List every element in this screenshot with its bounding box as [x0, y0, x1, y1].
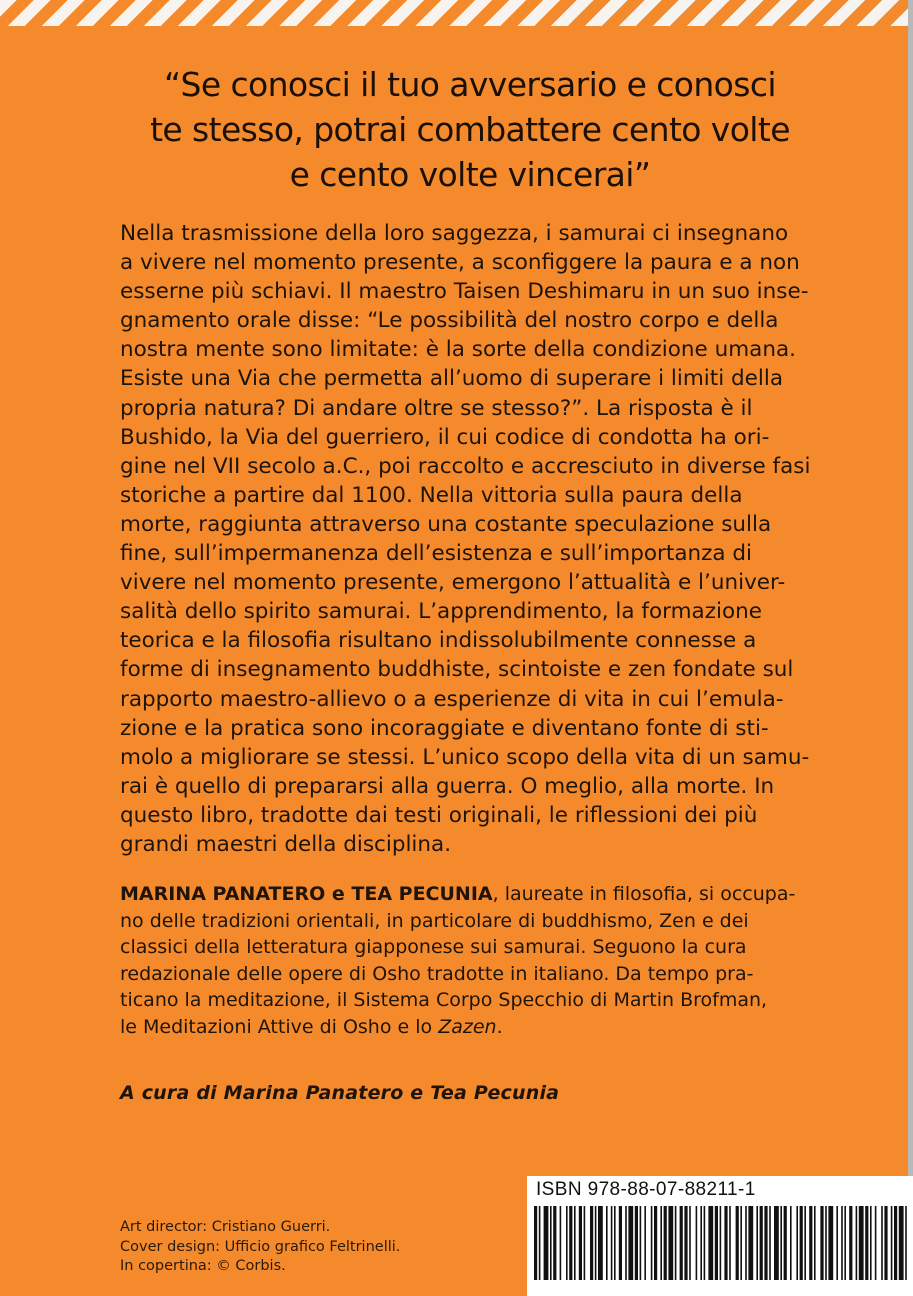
credit-line: Cover design: Ufficio grafico Feltrinelli.	[120, 1238, 401, 1255]
description-line: Esiste una Via che permetta all’uomo di superare i limiti della	[120, 366, 783, 392]
top-stripe-band	[0, 0, 913, 26]
bio-line: classici della letteratura giapponese sui samurai. Seguono la cura	[120, 936, 747, 959]
credit-line: Art director: Cristiano Guerri.	[120, 1219, 331, 1235]
description-line: a vivere nel momento presente, a sconfiggere la paura e a non	[120, 250, 800, 276]
authors-names: MARINA PANATERO e TEA PECUNIA	[120, 883, 493, 905]
bio-last-line-end: .	[496, 1015, 503, 1038]
bio-line: no delle tradizioni orientali, in particolare di buddhismo, Zen e dei	[120, 909, 749, 932]
description-line: rai è quello di prepararsi alla guerra. O meglio, alla morte. In	[120, 773, 775, 799]
credit-line: In copertina: © Corbis.	[120, 1258, 286, 1274]
description-line: gine nel VII secolo a.C., poi raccolto e accresciuto in diverse fasi	[120, 453, 811, 479]
description-line: salità dello spirito samurai. L’apprendimento, la formazione	[120, 599, 762, 625]
book-description	[120, 219, 820, 859]
description-line: morte, raggiunta attraverso una costante speculazione sulla	[120, 511, 772, 537]
authors-bio	[120, 881, 820, 1041]
description-line: storiche a partire dal 1100. Nella vittoria sulla paura della	[120, 482, 743, 508]
description-line: teorica e la filosofia risultano indissolubilmente connesse a	[120, 628, 757, 654]
bio-last-line-start: le Meditazioni Attive di Osho e lo	[120, 1015, 439, 1038]
description-line: vivere nel momento presente, emergono l’attualità e l’univer-	[120, 570, 786, 596]
description-line: zione e la pratica sono incoraggiate e diventano fonte di sti-	[120, 715, 769, 741]
description-line: forme di insegnamento buddhiste, scintoiste e zen fondate sul	[120, 657, 794, 683]
bio-first-line-rest: , laureate in filosofia, si occupa-	[492, 883, 796, 905]
bio-line: ticano la meditazione, il Sistema Corpo Specchio di Martin Brofman,	[120, 989, 768, 1012]
credits-block	[120, 1218, 400, 1277]
bio-line	[120, 1014, 820, 1041]
description-line: propria natura? Di andare oltre se stesso?”. La risposta è il	[120, 395, 753, 421]
quote-line: e cento volte vincerai”	[289, 155, 651, 194]
isbn-label: ISBN 978-88-07-88211-1	[536, 1179, 756, 1200]
quote-line: “Se conosci il tuo avversario e conosci	[164, 65, 776, 104]
description-line: esserne più schiavi. Il maestro Taisen Deshimaru in un suo inse-	[120, 279, 809, 305]
quote-line: te stesso, potrai combattere cento volte	[150, 110, 790, 149]
page-edge	[908, 0, 913, 1280]
description-line: grandi maestri della disciplina.	[120, 831, 452, 857]
description-line: gnamento orale disse: “Le possibilità del nostro corpo e della	[120, 308, 779, 334]
description-line: questo libro, tradotte dai testi originali, le riflessioni dei più	[120, 802, 758, 828]
bio-line: redazionale delle opere di Osho tradotte in italiano. Da tempo pra-	[120, 962, 754, 985]
description-line: rapporto maestro-allievo o a esperienze di vita in cui l’emula-	[120, 686, 784, 712]
description-line: Nella trasmissione della loro saggezza, i samurai ci insegnano	[120, 221, 789, 246]
description-line: fine, sull’impermanenza dell’esistenza e sull’importanza di	[120, 541, 753, 567]
description-line: molo a migliorare se stessi. L’unico scopo della vita di un samu-	[120, 744, 810, 770]
bio-zazen: Zazen	[438, 1015, 497, 1038]
cover-quote	[90, 62, 850, 197]
bio-line	[120, 881, 820, 908]
description-line: Bushido, la Via del guerriero, il cui codice di condotta ha ori-	[120, 424, 770, 450]
curator-line: A cura di Marina Panatero e Tea Pecunia	[120, 1082, 560, 1104]
description-line: nostra mente sono limitate: è la sorte della condizione umana.	[120, 337, 796, 363]
barcode-icon	[532, 1206, 910, 1280]
